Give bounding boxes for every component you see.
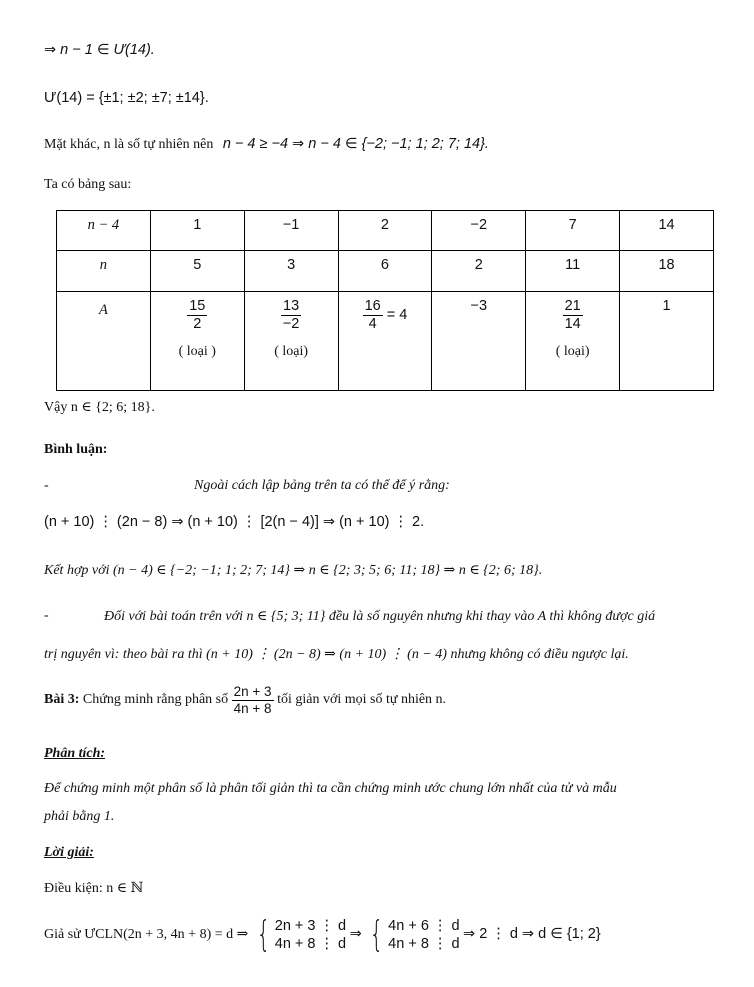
fraction-numerator: 2n + 3 — [233, 684, 272, 699]
system-row: 4n + 8 ⋮ d — [274, 936, 347, 952]
divisibility-line: (n + 10) ⋮ (2n − 8) ⇒ (n + 10) ⋮ [2(n − 4)] ⇒ (n + 10) ⋮ 2. — [44, 514, 425, 530]
table-cell: 6 — [338, 251, 432, 292]
problem-text: Chứng minh rằng phân số — [82, 692, 229, 708]
fraction-numerator: 21 — [564, 298, 581, 314]
row-header: n − 4 — [57, 211, 151, 251]
table-row — [57, 211, 714, 251]
fraction — [563, 298, 583, 332]
gcd-line — [44, 914, 601, 955]
table-cell: −3 — [432, 292, 526, 391]
fraction-equals: = 4 — [386, 307, 408, 323]
table-cell: 18 — [620, 251, 714, 292]
table-cell: −2 — [432, 211, 526, 251]
fraction-numerator: 13 — [283, 298, 300, 314]
table-cell: 1 — [620, 292, 714, 391]
system-row: 2n + 3 ⋮ d — [274, 918, 347, 934]
combination-line: Kết hợp với (n − 4) ∈ {−2; −1; 1; 2; 7; 14} ⇒ n ∈ {2; 3; 5; 6; 11; 18} ⇒ n ∈ {2; 6; 18}. — [44, 563, 543, 578]
fraction-denominator: 4n + 8 — [233, 700, 272, 716]
divisor-set-line: Ư(14) = {±1; ±2; ±7; ±14}. — [44, 90, 209, 106]
conclusion-line: Vậy n ∈ {2; 6; 18}. — [44, 400, 155, 415]
table-cell: 14 — [620, 211, 714, 251]
table-cell: 2 — [338, 211, 432, 251]
note-line-continued: trị nguyên vì: theo bài ra thì (n + 10) ⋮ (2n − 8) ⇒ (n + 10) ⋮ (n − 4) nhưng không có điều ngược lại. — [44, 647, 629, 662]
system-rows — [388, 917, 459, 953]
system-row: 4n + 6 ⋮ d — [388, 918, 460, 934]
natural-number-math: n − 4 ≥ −4 ⇒ n − 4 ∈ {−2; −1; 1; 2; 7; 14}. — [222, 136, 489, 152]
problem-3-line — [44, 684, 446, 716]
table-cell: 2 — [432, 251, 526, 292]
row-header: n — [57, 251, 151, 292]
commentary-heading: Bình luận: — [44, 442, 108, 457]
solution-heading: Lời giải: — [44, 845, 94, 860]
problem-label: Bài 3: — [44, 692, 80, 708]
fraction — [363, 298, 383, 332]
fraction-denominator: 14 — [564, 315, 581, 332]
table-cell — [526, 292, 620, 391]
table-cell — [338, 292, 432, 391]
implies-arrow: ⇒ — [349, 926, 362, 943]
observation-line: Ngoài cách lập bảng trên ta có thể để ý rằng: — [194, 478, 450, 493]
fraction — [281, 298, 302, 332]
fraction-denominator: −2 — [282, 315, 300, 332]
table-cell: 1 — [150, 211, 244, 251]
table-cell: 7 — [526, 211, 620, 251]
table-cell: 3 — [244, 251, 338, 292]
left-brace-icon: { — [256, 914, 271, 955]
rejected-note: ( loại) — [274, 344, 309, 360]
system-row: 4n + 8 ⋮ d — [388, 936, 460, 952]
system-of-divisibility — [252, 914, 347, 955]
table-intro: Ta có bảng sau: — [44, 177, 132, 192]
rejected-note: ( loại ) — [178, 344, 216, 360]
rejected-note: ( loại) — [555, 344, 590, 360]
analysis-heading: Phân tích: — [44, 746, 106, 761]
table-cell — [244, 292, 338, 391]
system-of-divisibility-2 — [365, 914, 460, 955]
implication-line: ⇒ n − 1 ∈ Ư(14). — [44, 42, 155, 58]
table-cell: 5 — [150, 251, 244, 292]
fraction-denominator: 2 — [193, 315, 202, 332]
note-line: Đối với bài toán trên với n ∈ {5; 3; 11} đều là số nguyên nhưng khi thay vào A thì không được giá — [104, 609, 656, 624]
condition-line: Điều kiện: n ∈ ℕ — [44, 881, 144, 896]
fraction-numerator: 15 — [189, 298, 206, 314]
values-table — [56, 210, 714, 391]
table-row — [57, 292, 714, 391]
table-cell — [150, 292, 244, 391]
observation-dash: - — [44, 478, 49, 493]
problem-fraction — [232, 684, 274, 716]
gcd-tail: ⇒ 2 ⋮ d ⇒ d ∈ {1; 2} — [463, 926, 601, 943]
row-header: A — [57, 292, 151, 391]
table-row — [57, 251, 714, 292]
analysis-text: Để chứng minh một phân số là phân tối giản thì ta cần chứng minh ước chung lớn nhất của tử và mẫu — [44, 781, 617, 796]
analysis-text-continued: phải bằng 1. — [44, 809, 115, 824]
gcd-text: Giả sử ƯCLN(2n + 3, 4n + 8) = d ⇒ — [44, 927, 249, 943]
system-rows — [275, 917, 346, 953]
table-cell: 11 — [526, 251, 620, 292]
left-brace-icon: { — [369, 914, 384, 955]
fraction-denominator: 4 — [368, 315, 377, 332]
fraction-numerator: 16 — [364, 298, 381, 314]
problem-tail: tối giản với mọi số tự nhiên n. — [277, 692, 447, 708]
natural-number-line — [44, 136, 489, 153]
natural-number-text: Mặt khác, n là số tự nhiên nên — [44, 137, 214, 152]
fraction — [187, 298, 207, 332]
note-dash: - — [44, 608, 49, 623]
table-cell: −1 — [244, 211, 338, 251]
